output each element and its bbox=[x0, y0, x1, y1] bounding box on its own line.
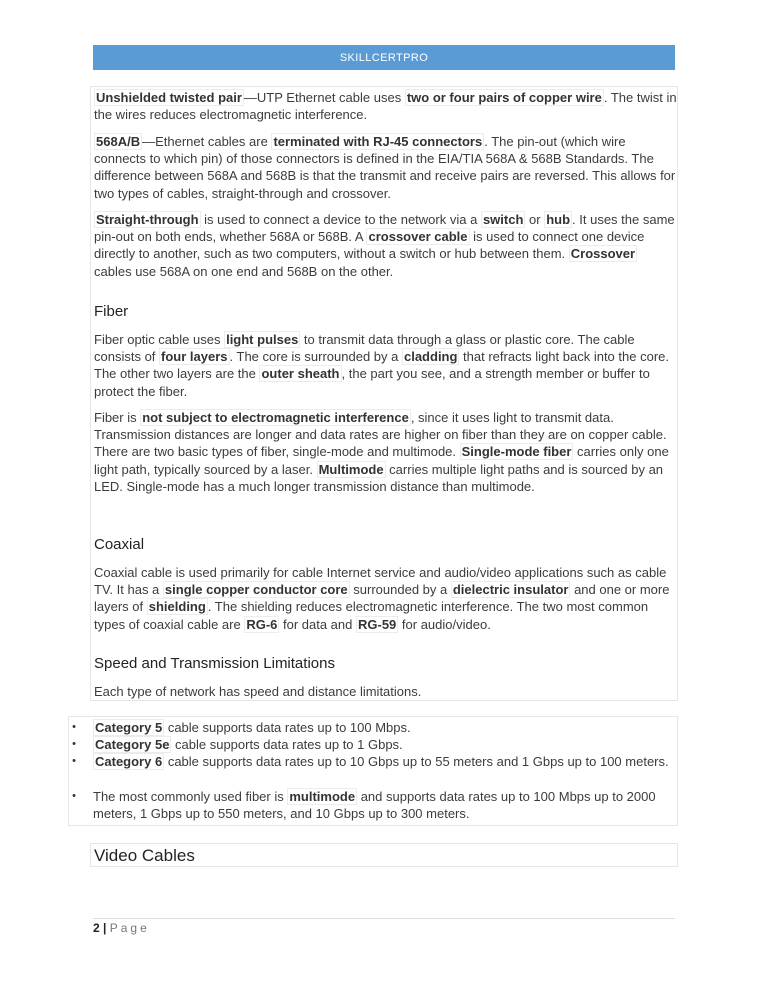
page-footer bbox=[93, 921, 150, 935]
emi-term: not subject to electromagnetic interference bbox=[142, 410, 409, 425]
crossover-term: Crossover bbox=[570, 246, 636, 262]
header-title: SKILLCERTPRO bbox=[339, 51, 429, 64]
multimode-term: Multimode bbox=[318, 461, 384, 477]
coaxial-paragraph: Coaxial cable is used primarily for cable Internet service and audio/video applications such as cable TV. It has a single copper conductor core surrounded by a dielectric insulator and one or more layers of shielding . The shielding reduces electromagnetic interference. The two most common types of coaxial cable are RG-6 for data and RG-59 for audio/video. bbox=[94, 565, 670, 632]
multimode-list-term: multimode bbox=[289, 789, 356, 804]
limitations-list: • Category 5 cable supports data rates up to 100 Mbps. • Category 5e cable supports data rates up to 1 Gbps. • Category 6 cable supports data rates up to 10 Gbps up to 55 meters and 1 Gbps up to 100 meters. • The most commonly used fiber is multimode and supports data rates up to 100 Mbps up to 2000 meters, 1 Gbps up to 550 meters, and 10 Gbps up to 300 meters. bbox=[68, 716, 678, 826]
cladding-term: cladding bbox=[403, 349, 458, 365]
fiber-heading: Fiber bbox=[94, 303, 129, 320]
page-label: Page bbox=[109, 921, 150, 935]
fiber-paragraph-1: Fiber optic cable uses light pulses to transmit data through a glass or plastic core. The cable consists of four layers . The core is surrounded by a cladding that refracts light back into the core. The other two layers are the outer sheath , the part you see, and a strength member or buffer to protect the fiber. bbox=[94, 332, 669, 399]
cat6-term: Category 6 bbox=[95, 754, 163, 769]
dielectric-term: dielectric insulator bbox=[452, 582, 569, 598]
main-content-box bbox=[90, 86, 678, 701]
rg59-term: RG-59 bbox=[358, 616, 397, 632]
page-number: 2 bbox=[93, 921, 100, 935]
cat5e-term: Category 5e bbox=[95, 737, 170, 752]
switch-term: switch bbox=[482, 212, 524, 227]
crossover-cable-term: crossover cable bbox=[368, 229, 468, 245]
rg6-term: RG-6 bbox=[246, 616, 278, 632]
speed-heading: Speed and Transmission Limitations bbox=[94, 655, 335, 672]
shielding-term: shielding bbox=[148, 599, 206, 615]
page-header bbox=[93, 45, 675, 70]
utp-paragraph: Unshielded twisted pair —UTP Ethernet cable uses two or four pairs of copper wire . The twist in the wires reduces electromagnetic interference. bbox=[94, 90, 677, 123]
video-cables-section bbox=[90, 843, 678, 867]
speed-paragraph: Each type of network has speed and distance limitations. bbox=[94, 684, 422, 699]
bullet-icon: • bbox=[72, 755, 76, 767]
bullet-icon: • bbox=[72, 721, 76, 733]
rj45-term: terminated with RJ-45 connectors bbox=[273, 134, 483, 149]
single-mode-term: Single-mode fiber bbox=[461, 444, 572, 460]
footer-separator: | bbox=[99, 921, 110, 935]
copper-core-term: single copper conductor core bbox=[164, 582, 348, 598]
outer-sheath-term: outer sheath bbox=[261, 366, 340, 382]
straight-through-paragraph: Straight-through is used to connect a device to the network via a switch or hub . It uses the same pin-out on both ends, whether 568A or 568B. A crossover cable is used to connect one device directly to another, such as two computers, without a switch or hub between them. Crossover cables use 568A on one end and 568B on the other. bbox=[94, 212, 675, 279]
copper-pairs-term: two or four pairs of copper wire bbox=[406, 90, 602, 105]
light-pulses-term: light pulses bbox=[226, 332, 299, 347]
coaxial-heading: Coaxial bbox=[94, 536, 145, 553]
rj45-paragraph: 568A/B —Ethernet cables are terminated with RJ-45 connectors . The pin-out (which wire connects to which pin) of those connectors is defined in the EIA/TIA 568A & 568B Standards. The difference between 568A and 568B is that the transmit and receive pairs are reversed. This allows for two types of cables, straight-through and crossover. bbox=[94, 134, 676, 201]
video-cables-heading: Video Cables bbox=[94, 846, 195, 865]
bullet-icon: • bbox=[72, 790, 76, 802]
hub-term: hub bbox=[546, 212, 571, 227]
footer-divider bbox=[93, 918, 675, 919]
568ab-term: 568A/B bbox=[96, 134, 141, 149]
bullet-icon: • bbox=[72, 738, 76, 750]
straight-through-term: Straight-through bbox=[96, 212, 199, 227]
cat5-term: Category 5 bbox=[95, 720, 163, 735]
four-layers-term: four layers bbox=[161, 349, 228, 365]
fiber-paragraph-2: Fiber is not subject to electromagnetic interference , since it uses light to transmit data. Transmission distances are longer and data rates are higher on fiber than they are on copper cable. There are two basic types of fiber, single-mode and multimode. Single-mode fiber carries only one light path, typically sourced by a laser. Multimode carries multiple light paths and is sourced by an LED. Single-mode has a much longer transmission distance than multimode. bbox=[94, 410, 669, 494]
utp-term: Unshielded twisted pair bbox=[96, 90, 242, 105]
